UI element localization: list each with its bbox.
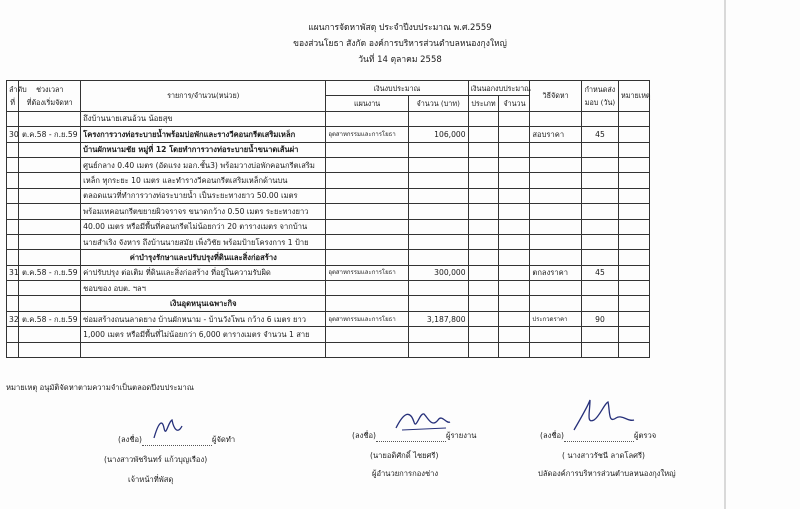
item-cell: พร้อมเทคอนกรีตขยายผิวจราจร ขนาดกว้าง 0.50 เมตร ระยะทางยาว [81, 204, 326, 219]
table-row [7, 204, 650, 219]
table-row [7, 157, 650, 172]
days-cell: 90 [581, 311, 618, 326]
doc-subtitle: ของส่วนโยธา สังกัด องค์การบริหารส่วนตำบลหนองกุงใหญ่ [293, 39, 507, 49]
row-no: 32 [7, 311, 19, 326]
table-row [7, 296, 650, 311]
signature-middle-position: ผู้อำนวยการกองช่าง [372, 469, 439, 478]
signature-middle-name: (นายอดิศักดิ์ ไชยศรี) [370, 451, 439, 460]
item-cell: โครงการวางท่อระบายน้ำพร้อมบ่อพักและรางวีคอนกรีตเสริมเหล็ก [81, 127, 326, 142]
method-cell: ตกลงราคา [530, 265, 582, 280]
amount-cell: 3,187,800 [408, 311, 468, 326]
table-row [7, 342, 650, 357]
procurement-table [6, 80, 650, 358]
table-row [7, 219, 650, 234]
item-cell: นายสำเริง จังหาร ถึงบ้านนายสมัย เพ็งวิชัย พร้อมป้ายโครงการ 1 ป้าย [81, 234, 326, 249]
signature-left-name: (นางสาวพัชรินทร์ แก้วบุญเรือง) [104, 455, 208, 464]
plan-cell: อุตสาหกรรมและการโยธา [326, 265, 408, 280]
table-row [7, 188, 650, 203]
table-row [7, 111, 650, 126]
item-cell: เหล็ก ทุกระยะ 10 เมตร และทำรางวีคอนกรีตเสริมเหล็กด้านบน [81, 173, 326, 188]
doc-date: วันที่ 14 ตุลาคม 2558 [358, 55, 442, 65]
amount-cell: 106,000 [408, 127, 468, 142]
table-row [7, 142, 650, 157]
item-cell: ชอบของ อบต. ฯลฯ [81, 281, 326, 296]
plan-cell: อุตสาหกรรมและการโยธา [326, 311, 408, 326]
col-deadline: กำหนดส่ง มอบ (วัน) [581, 81, 618, 112]
item-cell: 1,000 เมตร หรือมีพื้นที่ไม่น้อยกว่า 6,000 ตารางเมตร จำนวน 1 สาย [81, 327, 326, 342]
days-cell: 45 [581, 265, 618, 280]
table-row [7, 173, 650, 188]
table-row [7, 234, 650, 249]
signature-left-scribble [148, 414, 188, 444]
item-cell: บ้านผักหนามชัย หมู่ที่ 12 โดยทำการวางท่อระบายน้ำขนาดเส้นผ่า [81, 142, 326, 157]
signature-middle-scribble [392, 406, 452, 438]
header-row-1 [7, 81, 650, 96]
table-row [7, 250, 650, 265]
col-budget: เงินงบประมาณ [326, 81, 468, 96]
section-heading: เงินอุดหนุนเฉพาะกิจ [81, 296, 326, 311]
col-period: ช่วงเวลา ที่ต้องเริ่มจัดหา [19, 81, 81, 112]
col-item: รายการ/จำนวน(หน่วย) [81, 81, 326, 112]
col-offbudget: เงินนอกงบประมาณ [468, 81, 530, 96]
table-row [7, 265, 650, 280]
signature-middle-line: (ลงชื่อ) ผู้รายงาน [352, 431, 477, 440]
col-offbudget-type: ประเภท [468, 96, 499, 111]
col-offbudget-amount: จำนวน [499, 96, 530, 111]
item-cell: ซ่อมสร้างถนนลาดยาง บ้านผักหนาม - บ้านวังโพน กว้าง 6 เมตร ยาว [81, 311, 326, 326]
item-cell: 40.00 เมตร หรือมีพื้นที่คอนกรีตไม่น้อยกว่า 20 ตารางเมตร จากบ้าน [81, 219, 326, 234]
plan-cell: อุตสาหกรรมและการโยธา [326, 127, 408, 142]
item-cell: ค่าปรับปรุง ต่อเติม ที่ดินและสิ่งก่อสร้าง ที่อยู่ในความรับผิด [81, 265, 326, 280]
col-budget-plan: แผนงาน [326, 96, 408, 111]
row-no: 30 [7, 127, 19, 142]
item-cell: ศูนย์กลาง 0.40 เมตร (อัดแรง มอก.ชั้น3) พร้อมวางบ่อพักคอนกรีตเสริม [81, 157, 326, 172]
days-cell: 45 [581, 127, 618, 142]
table-row [7, 311, 650, 326]
method-cell: ประกวดราคา [530, 311, 582, 326]
signature-right-line: (ลงชื่อ) ผู้ตรวจ [540, 431, 657, 440]
item-cell: ตลอดแนวที่ทำการวางท่อระบายน้ำ เป็นระยะทางยาว 50.00 เมตร [81, 188, 326, 203]
method-cell: สอบราคา [530, 127, 582, 142]
signature-right-position: ปลัดองค์การบริหารส่วนตำบลหนองกุงใหญ่ [538, 469, 676, 478]
table-row [7, 127, 650, 142]
signature-right-scribble [568, 396, 638, 436]
col-remark: หมายเหตุ [619, 81, 650, 112]
row-period: ต.ค.58 - ก.ย.59 [19, 311, 81, 326]
signature-left-line: (ลงชื่อ) ผู้จัดทำ [118, 435, 236, 444]
signature-left-position: เจ้าหน้าที่พัสดุ [128, 475, 174, 484]
col-no: ลำดับ ที่ [7, 81, 19, 112]
row-period: ต.ค.58 - ก.ย.59 [19, 265, 81, 280]
remark-note: หมายเหตุ อนุมัติจัดหาตามความจำเป็นตลอดปีงบประมาณ [6, 383, 194, 392]
section-heading: ค่าบำรุงรักษาและปรับปรุงที่ดินและสิ่งก่อสร้าง [81, 250, 326, 265]
table-row [7, 281, 650, 296]
item-cell: ถึงบ้านนายเสนอ้วน น้อยสุข [81, 111, 326, 126]
amount-cell: 300,000 [408, 265, 468, 280]
doc-title: แผนการจัดหาพัสดุ ประจำปีงบประมาณ พ.ศ.2559 [308, 23, 492, 33]
page-edge [724, 0, 726, 509]
row-period: ต.ค.58 - ก.ย.59 [19, 127, 81, 142]
signature-right-name: ( นางสาวรัชนี ลาดโลศรี) [562, 451, 645, 460]
row-no: 31 [7, 265, 19, 280]
col-method: วิธีจัดหา [530, 81, 582, 112]
col-budget-amount: จำนวน (บาท) [408, 96, 468, 111]
table-row [7, 327, 650, 342]
